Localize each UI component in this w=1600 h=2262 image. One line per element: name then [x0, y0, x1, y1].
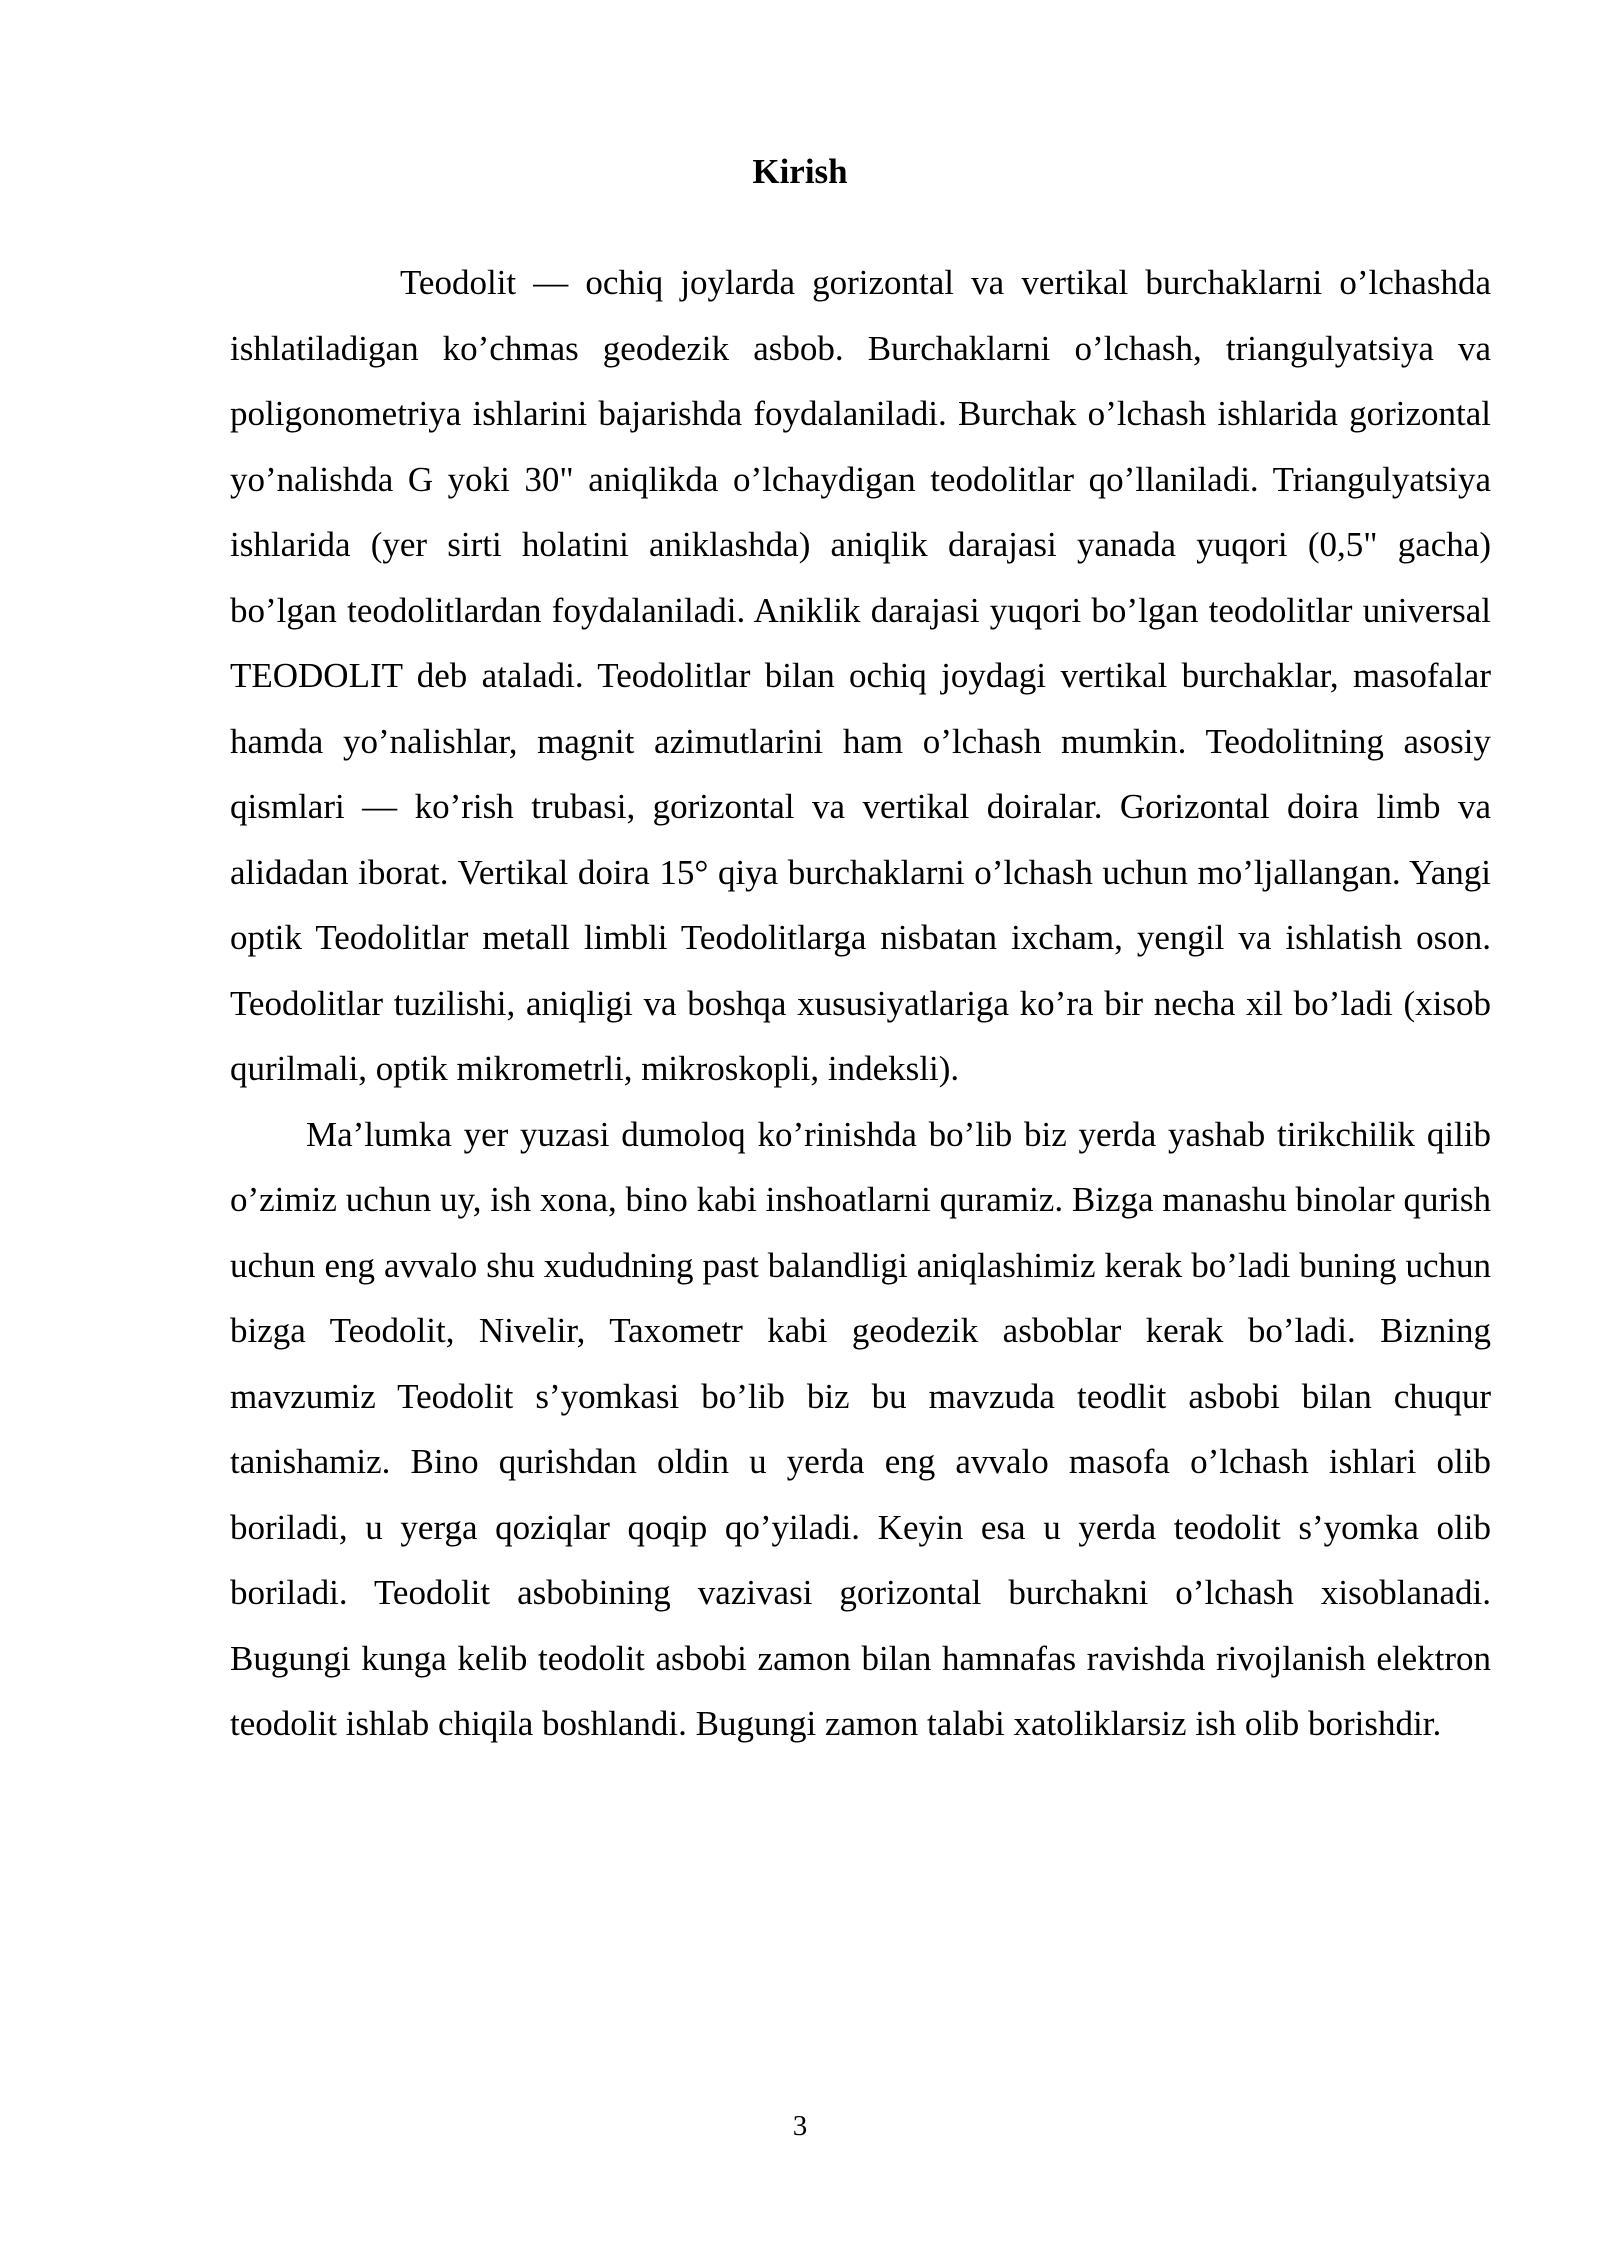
paragraph-teodolit-definition: Teodolit — ochiq joylarda gorizontal va vertikal burchaklarni o’lchashda ishlatiladigan ko’chmas geodezik asbob. Burchaklarni o’lchash, triangulyatsiya va poligonometriya ishlarini bajarishda foydalaniladi. Burchak o’lchash ishlarida gorizontal yo’nalishda G yoki 30" aniqlikda o’lchaydigan teodolitlar qo’llaniladi. Triangulyatsiya ishlarida (yer sirti holatini aniklashda) aniqlik darajasi yanada yuqori (0,5" gacha) bo’lgan teodolitlardan foydalaniladi. Aniklik darajasi yuqori bo’lgan teodolitlar universal TEODOLIT deb ataladi. Teodolitlar bilan ochiq joydagi vertikal burchaklar, masofalar hamda yo’nalishlar, magnit azimutlarini ham o’lchash mumkin. Teodolitning asosiy qismlari — ko’rish trubasi, gorizontal va vertikal doiralar. Gorizontal doira limb va alidadan iborat. Vertikal doira 15° qiya burchaklarni o’lchash uchun mo’ljallangan. Yangi optik Teodolitlar metall limbli Teodolitlarga nisbatan ixcham, yengil va ishlatish oson. Teodolitlar tuzilishi, aniqligi va boshqa xususiyatlariga ko’ra bir necha xil bo’ladi (xisob qurilmali, optik mikrometrli, mikroskopli, indeksli).	[230, 263, 1491, 1088]
paragraph-introduction: Ma’lumka yer yuzasi dumoloq ko’rinishda bo’lib biz yerda yashab tirikchilik qilib o’zimiz uchun uy, ish xona, bino kabi inshoatlarni quramiz. Bizga manashu binolar qurish uchun eng avvalo shu xududning past balandligi aniqlashimiz kerak bo’ladi buning uchun bizga Teodolit, Nivelir, Taxometr kabi geodezik asboblar kerak bo’ladi. Bizning mavzumiz Teodolit s’yomkasi bo’lib biz bu mavzuda teodlit asbobi bilan chuqur tanishamiz. Bino qurishdan oldin u yerda eng avvalo masofa o’lchash ishlari olib boriladi, u yerga qoziqlar qoqip qo’yiladi. Keyin esa u yerda teodolit s’yomka olib boriladi. Teodolit asbobining vazivasi gorizontal burchakni o’lchash xisoblanadi. Bugungi kunga kelib teodolit asbobi zamon bilan hamnafas ravishda rivojlanish elektron teodolit ishlab chiqila boshlandi. Bugungi zamon talabi xatoliklarsiz ish olib borishdir.	[230, 1114, 1491, 1743]
page-number: 3	[792, 2110, 808, 2142]
document-body	[230, 250, 1491, 1757]
page-title: Kirish	[752, 152, 848, 191]
